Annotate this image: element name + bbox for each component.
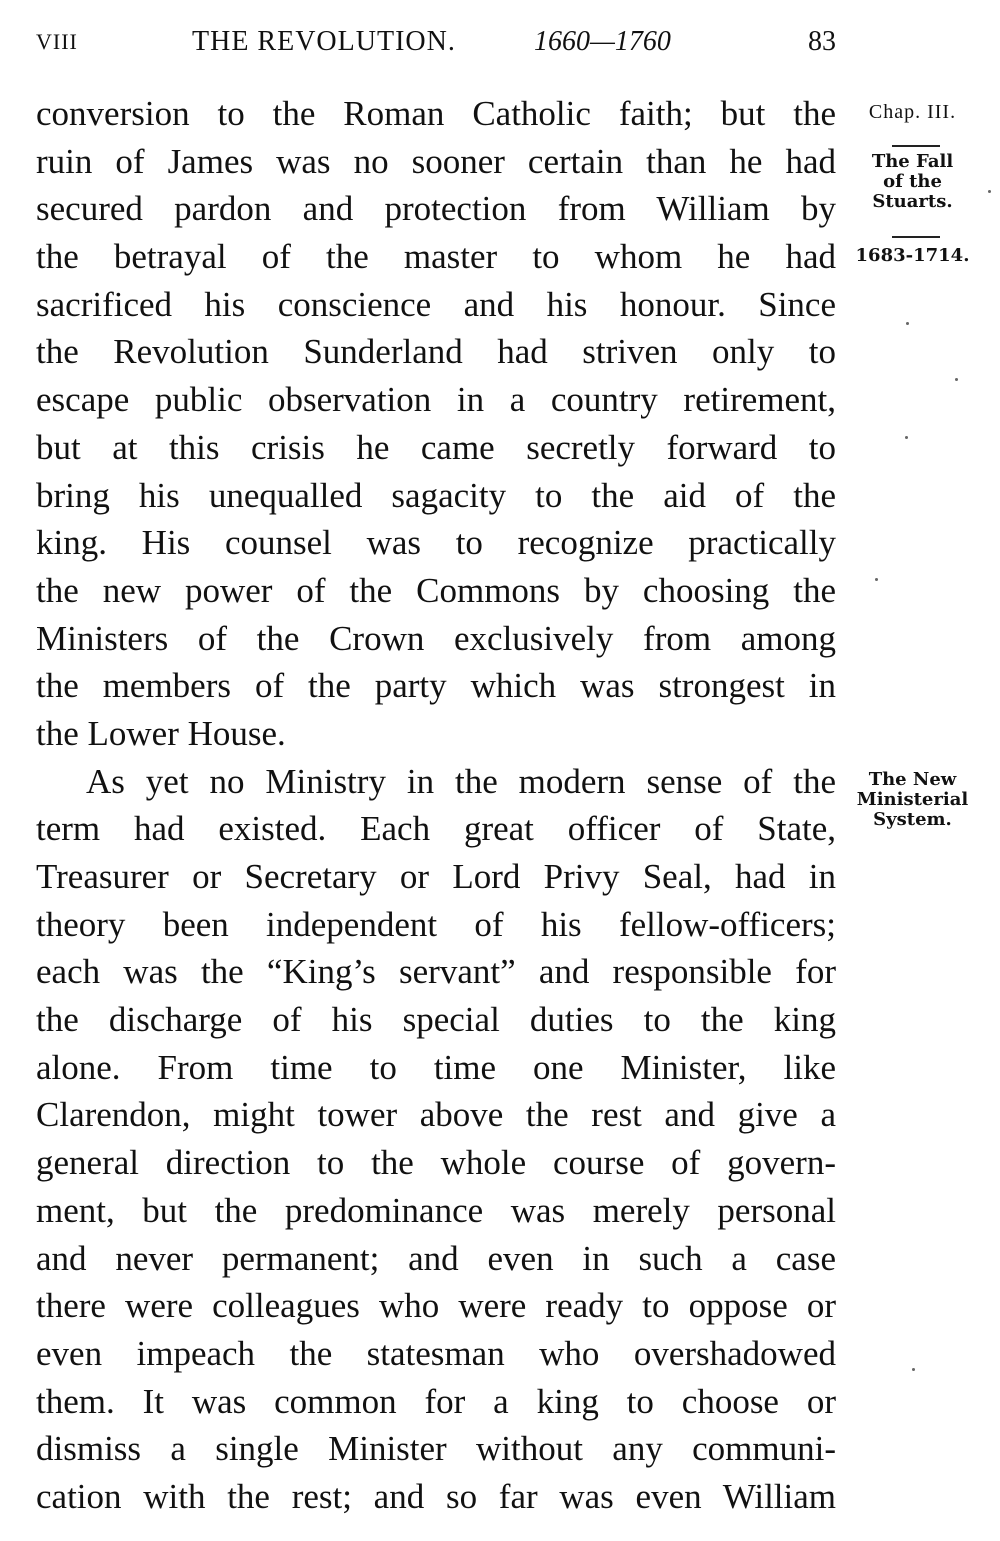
text-line: Treasurer or Secretary or Lord Privy Seal, had in [36, 857, 836, 896]
text-line: the betrayal of the master to whom he had [36, 237, 836, 277]
margin-title-line: The Fall [871, 151, 954, 172]
text-line: but at this crisis he came secretly forward to [36, 427, 836, 467]
paper-speck [905, 436, 908, 439]
text-line: the members of the party which was strongest in [36, 666, 836, 706]
text-line: cation with the rest; and so far was even William [36, 1476, 836, 1516]
paper-speck [906, 322, 909, 325]
margin-rule [892, 236, 940, 238]
margin-chapter-label: Chap. III. [868, 101, 957, 123]
text-line: there were colleagues who were ready to oppose or [36, 1286, 836, 1326]
text-line: the Revolution Sunderland had striven only to [36, 332, 836, 372]
text-line: and never permanent; and even in such a case [36, 1238, 836, 1278]
margin-title-line: Stuarts. [872, 191, 953, 212]
paragraph-start-line: As yet no Ministry in the modern sense of the [86, 761, 836, 801]
text-line: ruin of James was no sooner certain than he had [36, 141, 836, 181]
text-line: ment, but the predominance was merely personal [36, 1190, 836, 1230]
margin-sidenote [855, 770, 970, 830]
chapter-numeral: VIII [36, 29, 78, 54]
running-head [36, 22, 836, 62]
paper-speck [988, 190, 991, 193]
running-title: THE REVOLUTION. [192, 26, 456, 57]
margin-rule [892, 145, 940, 147]
page-number: 83 [808, 26, 836, 57]
text-line: each was the “King’s servant” and responsible for [36, 952, 836, 992]
margin-sidenote-line: Ministerial [856, 789, 969, 810]
text-line: bring his unequalled sagacity to the aid of the [36, 475, 836, 515]
text-line: theory been independent of his fellow-officers; [36, 904, 836, 944]
margin-title-line: of the [883, 171, 942, 192]
body-text [36, 90, 836, 1521]
text-line: the new power of the Commons by choosing the [36, 570, 836, 610]
running-dates: 1660—1760 [534, 26, 671, 57]
text-line: dismiss a single Minister without any communi- [36, 1429, 836, 1469]
text-line: even impeach the statesman who overshadowed [36, 1333, 836, 1373]
text-line: the discharge of his special duties to the king [36, 1000, 836, 1040]
paper-speck [955, 378, 958, 381]
margin-section-title [855, 152, 970, 212]
text-line: general direction to the whole course of govern- [36, 1143, 836, 1183]
text-line: king. His counsel was to recognize practically [36, 523, 836, 563]
paragraph-end-line: the Lower House. [36, 713, 286, 753]
paper-speck [875, 578, 878, 581]
text-line: secured pardon and protection from William by [36, 189, 836, 229]
text-line: them. It was common for a king to choose or [36, 1381, 836, 1421]
margin-sidenote-line: The New [868, 769, 957, 790]
text-line: alone. From time to time one Minister, like [36, 1047, 836, 1087]
margin-sidenote-line: System. [873, 809, 952, 830]
margin-date-range: 1683-1714. [855, 245, 970, 266]
text-line: term had existed. Each great officer of State, [36, 809, 836, 849]
text-line: sacrificed his conscience and his honour. Since [36, 284, 836, 324]
text-line: escape public observation in a country retirement, [36, 380, 836, 420]
text-line: Ministers of the Crown exclusively from among [36, 618, 836, 658]
text-line: Clarendon, might tower above the rest and give a [36, 1095, 836, 1135]
text-line: conversion to the Roman Catholic faith; but the [36, 94, 836, 133]
paper-speck [912, 1368, 915, 1371]
